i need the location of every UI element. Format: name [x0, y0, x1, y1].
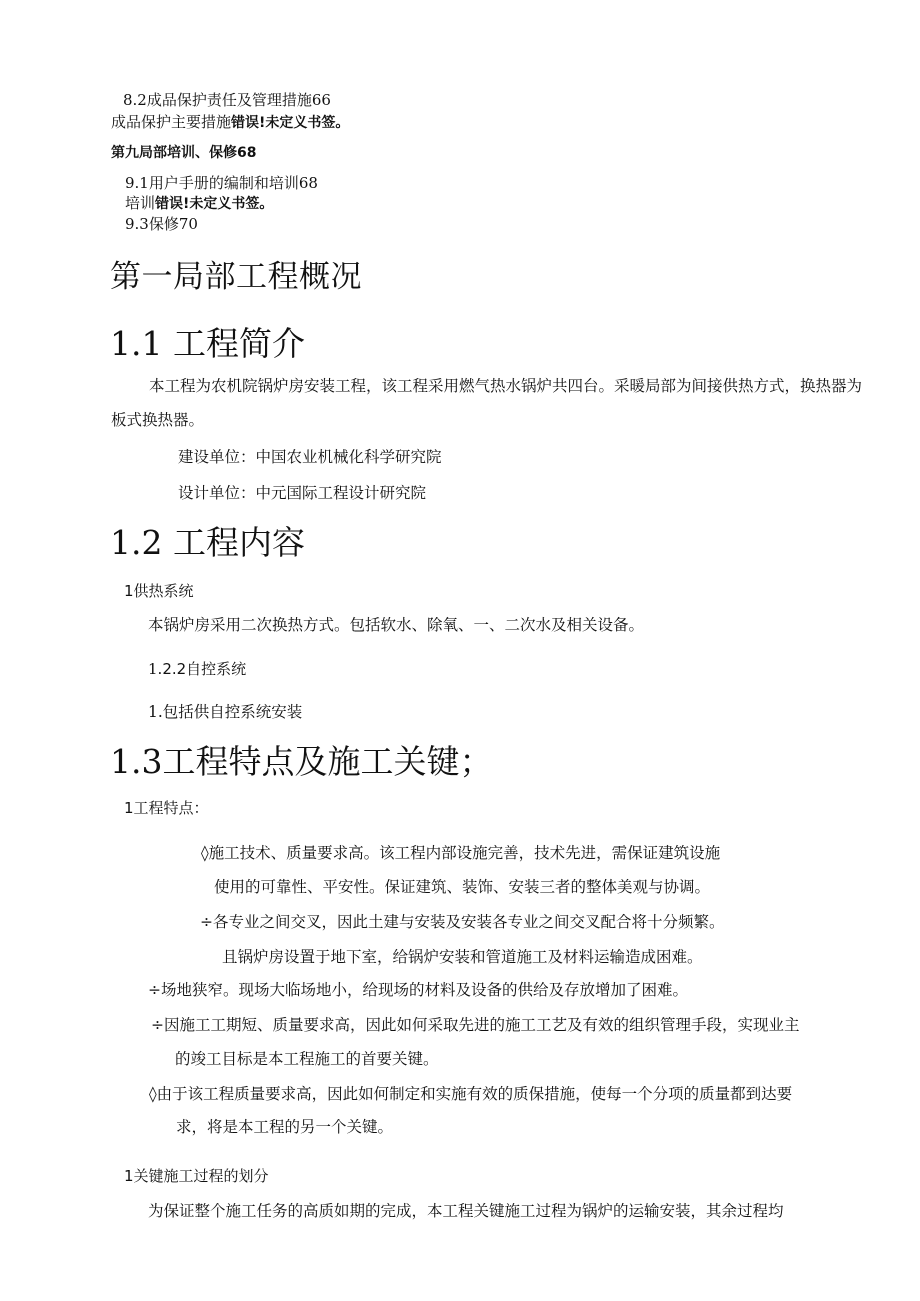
- subheading-key-processes: 1关键施工过程的划分: [124, 1167, 269, 1185]
- designer-line: 设计单位：中元国际工程设计研究院: [178, 484, 427, 502]
- toc-item-9-1: 9.1用户手册的编制和培训68: [125, 174, 318, 192]
- feature-bullet-5-line-1: ◊由于该工程质量要求高，因此如何制定和实施有效的质保措施，使每一个分项的质量都到达要: [149, 1085, 793, 1103]
- section-heading-1-3: 1.3工程特点及施工关键；: [110, 742, 493, 781]
- section-heading-1-2: 1.2 工程内容: [110, 523, 305, 562]
- feature-bullet-4-line-2: 的竣工目标是本工程施工的首要关键。: [175, 1050, 439, 1068]
- section-1-1-paragraph: 本工程为农机院锅炉房安装工程，该工程采用燃气热水锅炉共四台。采暖局部为间接供热方式，换热器为板式换热器。: [111, 377, 863, 429]
- feature-bullet-1-line-2: 使用的可靠性、平安性。保证建筑、装饰、安装三者的整体美观与协调。: [214, 878, 711, 896]
- toc-item-8-3: [111, 111, 349, 132]
- control-system-paragraph: 1.包括供自控系统安装: [148, 703, 303, 721]
- feature-bullet-2-line-1: ÷各专业之间交叉，因此土建与安装及安装各专业之间交叉配合将十分频繁。: [200, 913, 725, 931]
- feature-bullet-5-line-2: 求，将是本工程的另一个关键。: [176, 1118, 394, 1136]
- heating-system-paragraph: 本锅炉房采用二次换热方式。包括软水、除氧、一、二次水及相关设备。: [148, 616, 645, 634]
- feature-bullet-4-line-1: ÷因施工工期短、质量要求高，因此如何采取先进的施工工艺及有效的组织管理手段，实现业主: [151, 1016, 800, 1034]
- feature-bullet-3: ÷场地狭窄。现场大临场地小，给现场的材料及设备的供给及存放增加了困难。: [148, 981, 688, 999]
- subheading-heating-system: 1供热系统: [124, 582, 194, 600]
- toc-item-9-3: 9.3保修70: [125, 215, 198, 233]
- toc-item-9-2: [125, 192, 273, 213]
- toc-error-note: 错误!未定义书签。: [231, 115, 350, 131]
- key-processes-paragraph: 为保证整个施工任务的高质如期的完成，本工程关键施工过程为锅炉的运输安装，其余过程均: [148, 1202, 784, 1220]
- feature-bullet-2-line-2: 且锅炉房设置于地下室，给锅炉安装和管道施工及材料运输造成困难。: [222, 948, 703, 966]
- toc-item-9-2-text: 培训: [125, 194, 156, 212]
- toc-item-8-2: 8.2成品保护责任及管理措施66: [123, 91, 331, 109]
- toc-error-note: 错误!未定义书签。: [155, 196, 274, 212]
- control-system-prefix: 1.: [148, 660, 163, 678]
- subheading-features: 1工程特点：: [124, 799, 209, 817]
- control-system-title: 2.2自控系统: [162, 660, 247, 678]
- builder-line: 建设单位：中国农业机械化科学研究院: [178, 448, 442, 466]
- toc-chapter-9: 第九局部培训、保修68: [111, 145, 257, 161]
- subheading-control-system: [148, 658, 246, 679]
- chapter-title: 第一局部工程概况: [110, 259, 362, 295]
- toc-item-8-3-text: 成品保护主要措施: [111, 113, 232, 131]
- section-heading-1-1: 1.1 工程简介: [110, 324, 305, 363]
- feature-bullet-1-line-1: ◊施工技术、质量要求高。该工程内部设施完善，技术先进，需保证建筑设施: [201, 844, 721, 862]
